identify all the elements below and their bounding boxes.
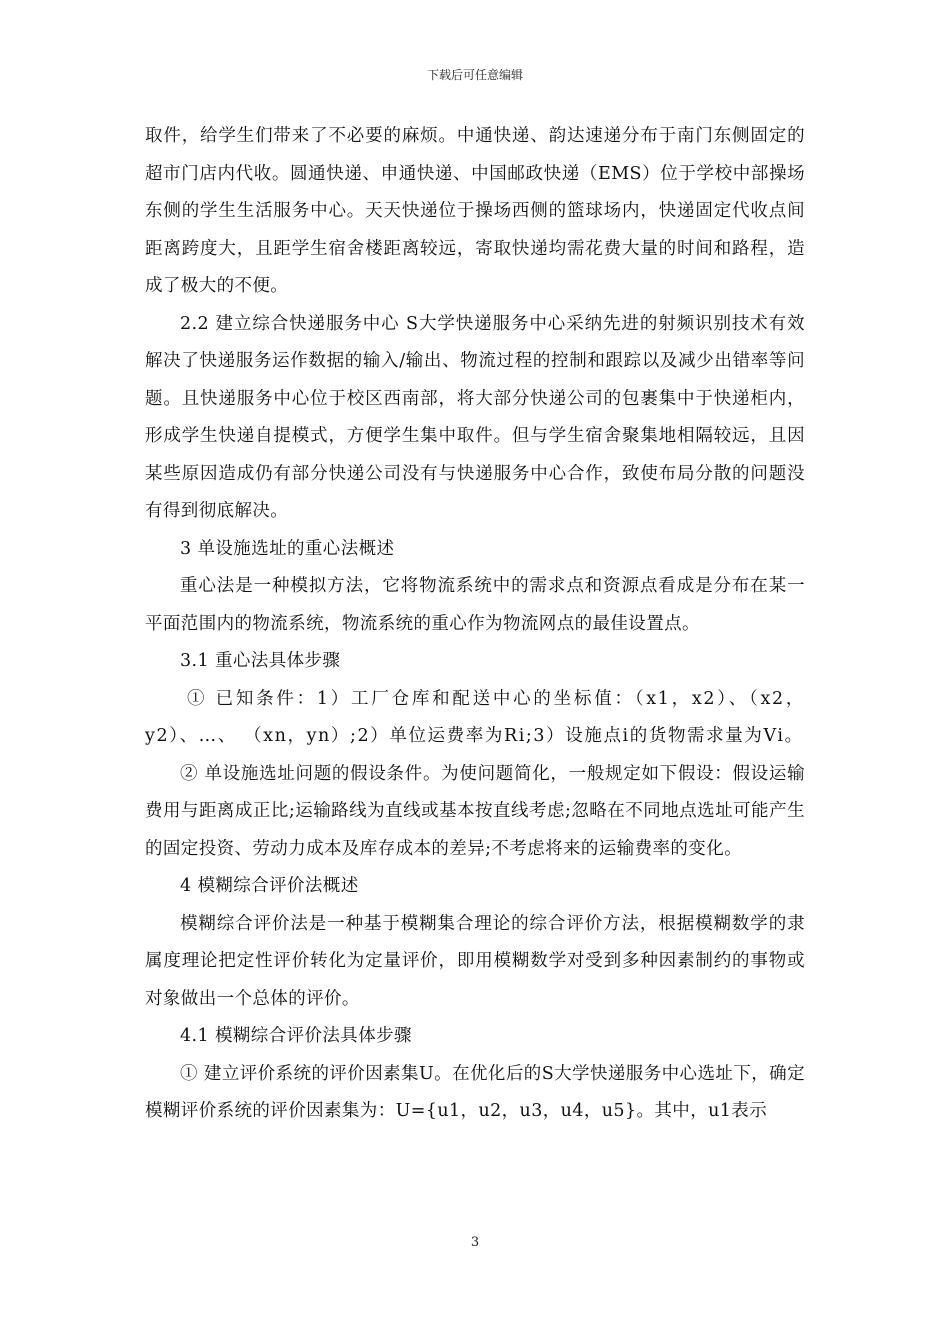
section-heading-3-1: 3.1 重心法具体步骤: [180, 651, 341, 671]
paragraph-factor-set: ① 建立评价系统的评价因素集U。在优化后的S大学快递服务中心选址下，确定模糊评价系统的评价因素集为：U={u1，u2，u3，u4，u5}。其中，u1表示: [145, 1063, 805, 1121]
paragraph-fuzzy-evaluation: 模糊综合评价法是一种基于模糊集合理论的综合评价方法，根据模糊数学的隶属度理论把定性评价转化为定量评价，即用模糊数学对受到多种因素制约的事物或对象做出一个总体的评价。: [145, 913, 805, 1009]
page-header: 下载后可任意编辑: [426, 68, 523, 82]
paragraph-known-conditions: ① 已知条件：1）工厂仓库和配送中心的坐标值：（x1，x2）、（x2，y2）、…、 （xn，yn）;2）单位运费率为Ri;3）设施点i的货物需求量为Vi。: [145, 688, 805, 746]
section-heading-3: 3 单设施选址的重心法概述: [180, 538, 395, 559]
paragraph-center-of-gravity: 重心法是一种模拟方法，它将物流系统中的需求点和资源点看成是分布在某一平面范围内的物流系统，物流系统的重心作为物流网点的最佳设置点。: [145, 576, 805, 634]
paragraph-continued: 取件，给学生们带来了不必要的麻烦。中通快递、韵达速递分布于南门东侧固定的超市门店内代收。圆通快递、申通快递、中国邮政快递（EMS）位于学校中部操场东侧的学生生活服务中心。天天快递位于操场西侧的篮球场内，快递固定代收点间距离跨度大，且距学生宿舍楼距离较远，寄取快递均需花费大量的时间和路程，造成了极大的不便。: [145, 126, 805, 296]
section-heading-4: 4 模糊综合评价法概述: [180, 876, 359, 896]
page-number: 3: [470, 1235, 480, 1250]
section-heading-4-1: 4.1 模糊综合评价法具体步骤: [180, 1026, 412, 1046]
paragraph-section-2-2: 2.2 建立综合快递服务中心 S大学快递服务中心采纳先进的射频识别技术有效解决了快递服务运作数据的输入/输出、物流过程的控制和跟踪以及减少出错率等问题。且快递服务中心位于校区西南部，将大部分快递公司的包裹集中于快递柜内，形成学生快递自提模式，方便学生集中取件。但与学生宿舍聚集地相隔较远，且因某些原因造成仍有部分快递公司没有与快递服务中心合作，致使布局分散的问题没有得到彻底解决。: [145, 313, 805, 521]
paragraph-assumptions: ② 单设施选址问题的假设条件。为使问题简化，一般规定如下假设：假设运输费用与距离成正比;运输路线为直线或基本按直线考虑;忽略在不同地点选址可能产生的固定投资、劳动力成本及库存成本的差异;不考虑将来的运输费率的变化。: [145, 763, 805, 859]
document-body: [145, 118, 805, 1131]
